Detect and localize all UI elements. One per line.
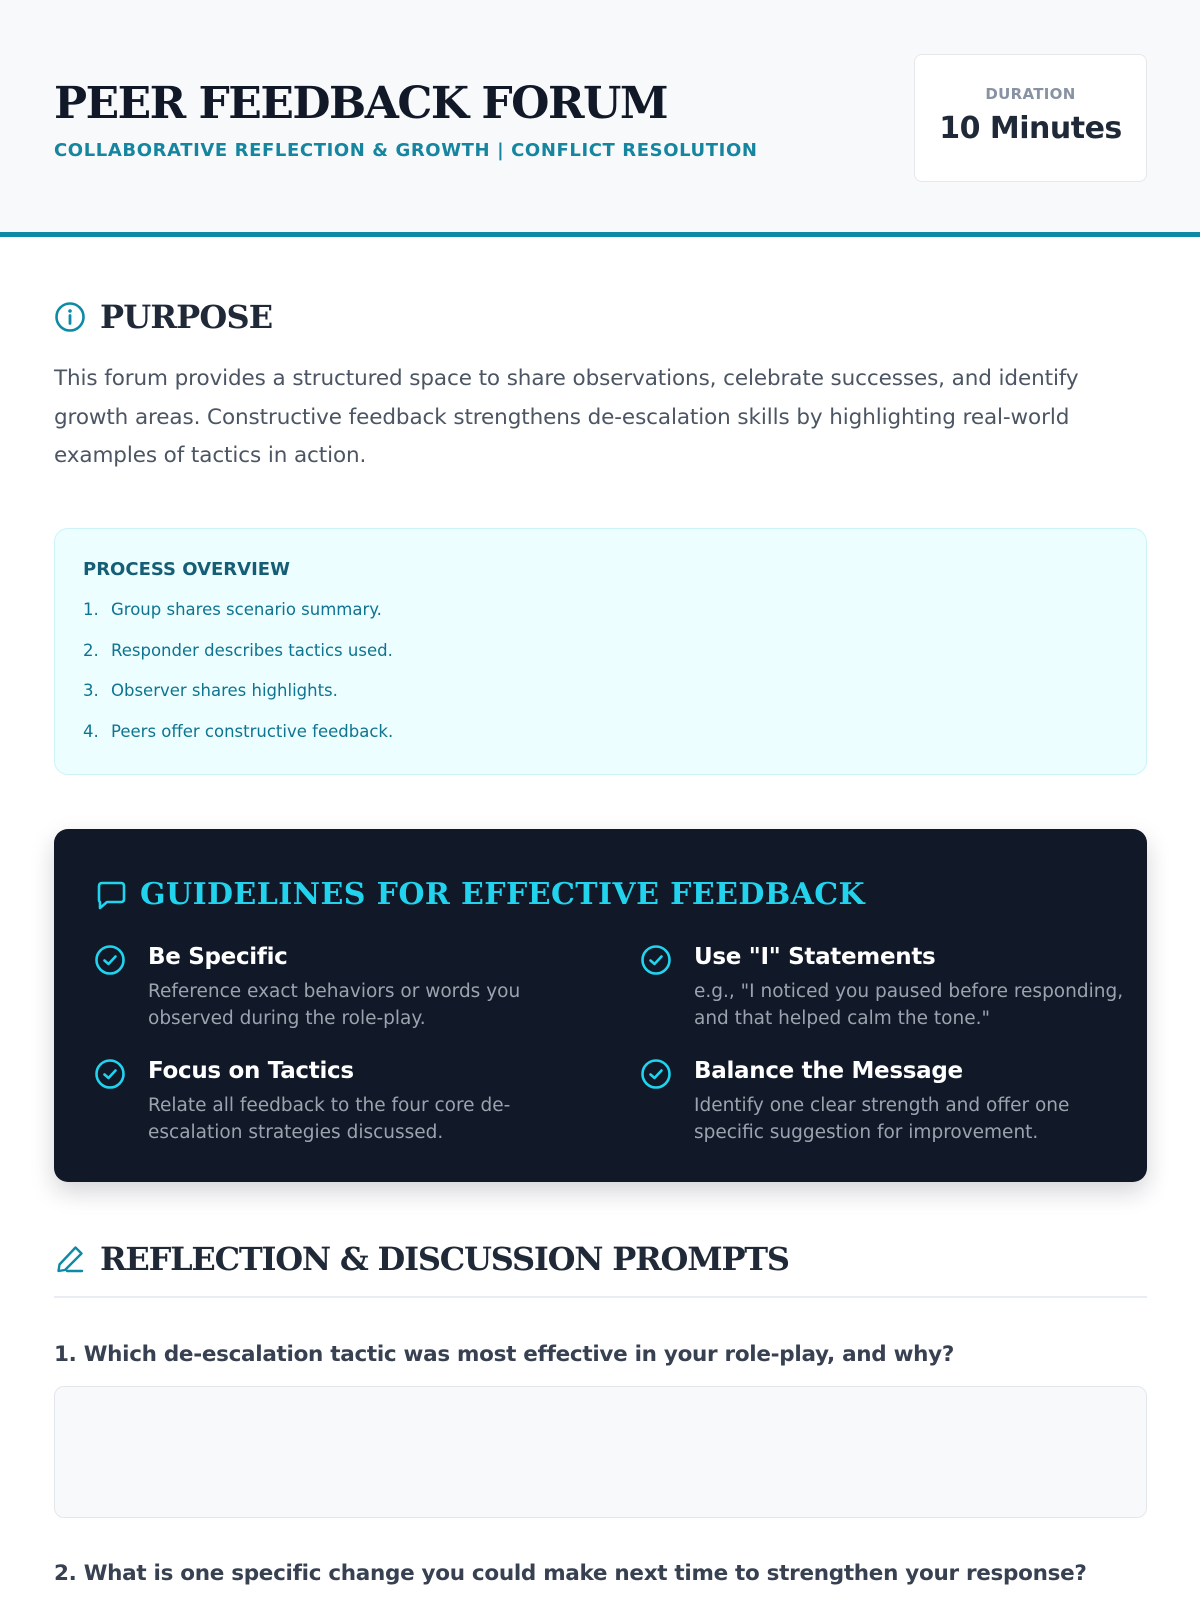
- section-divider: [54, 1296, 1147, 1298]
- guideline-text: Relate all feedback to the four core de-escalation strategies discussed.: [148, 1095, 511, 1143]
- guidelines-panel: [54, 829, 1147, 1182]
- step-text: Group shares scenario summary.: [111, 600, 382, 619]
- check-circle-icon: [94, 944, 126, 976]
- check-circle-icon: [94, 1058, 126, 1090]
- step-text: Peers offer constructive feedback.: [111, 721, 394, 741]
- guideline-title: Be Specific: [148, 944, 288, 970]
- guideline-title: Balance the Message: [694, 1058, 963, 1084]
- process-overview-title: PROCESS OVERVIEW: [83, 559, 290, 580]
- reflection-question: 2. What is one specific change you could make next time to strengthen your response?: [54, 1561, 1087, 1586]
- process-step: [83, 681, 393, 722]
- reflection-answer-field[interactable]: [54, 1386, 1147, 1518]
- step-number: 1.: [83, 600, 99, 619]
- step-number: 3.: [83, 681, 99, 700]
- guideline-text: e.g., "I noticed you paused before responding, and that helped calm the tone.": [694, 981, 1124, 1029]
- purpose-heading: [54, 298, 272, 336]
- guideline-title: Use "I" Statements: [694, 944, 936, 970]
- duration-card: [914, 54, 1147, 182]
- process-step: [83, 641, 393, 682]
- process-step: [83, 600, 393, 641]
- reflection-question: 1. Which de-escalation tactic was most effective in your role-play, and why?: [54, 1342, 955, 1367]
- page-header: [0, 0, 1200, 237]
- process-steps-list: [83, 600, 393, 762]
- info-icon: [54, 301, 86, 333]
- page-title: PEER FEEDBACK FORUM: [54, 78, 668, 129]
- step-text: Observer shares highlights.: [111, 681, 338, 700]
- check-circle-icon: [640, 944, 672, 976]
- step-number: 4.: [83, 721, 99, 741]
- step-text: Responder describes tactics used.: [111, 640, 393, 660]
- chat-bubble-icon: [94, 878, 128, 912]
- guideline-text: Identify one clear strength and offer one specific suggestion for improvement.: [694, 1095, 1070, 1143]
- reflection-heading-label: REFLECTION & DISCUSSION PROMPTS: [100, 1240, 789, 1278]
- guideline-text: Reference exact behaviors or words you observed during the role-play.: [148, 981, 521, 1029]
- guidelines-heading: [94, 877, 865, 912]
- purpose-text: This forum provides a structured space to share observations, celebrate successes, and identify growth areas. Constructive feedback strengthens de-escalation skills by highlighting real-world examples of tactics in action.: [54, 366, 1079, 468]
- guidelines-heading-label: GUIDELINES FOR EFFECTIVE FEEDBACK: [140, 877, 866, 912]
- duration-label: DURATION: [985, 85, 1076, 103]
- step-number: 2.: [83, 640, 99, 660]
- duration-value: 10 Minutes: [939, 111, 1122, 146]
- check-circle-icon: [640, 1058, 672, 1090]
- pen-icon: [54, 1243, 86, 1275]
- page-subtitle: COLLABORATIVE REFLECTION & GROWTH | CONFLICT RESOLUTION: [54, 140, 758, 161]
- purpose-heading-label: PURPOSE: [100, 298, 273, 336]
- guideline-title: Focus on Tactics: [148, 1058, 354, 1084]
- process-step: [83, 722, 393, 763]
- reflection-heading: [54, 1240, 789, 1278]
- process-overview-box: [54, 528, 1147, 775]
